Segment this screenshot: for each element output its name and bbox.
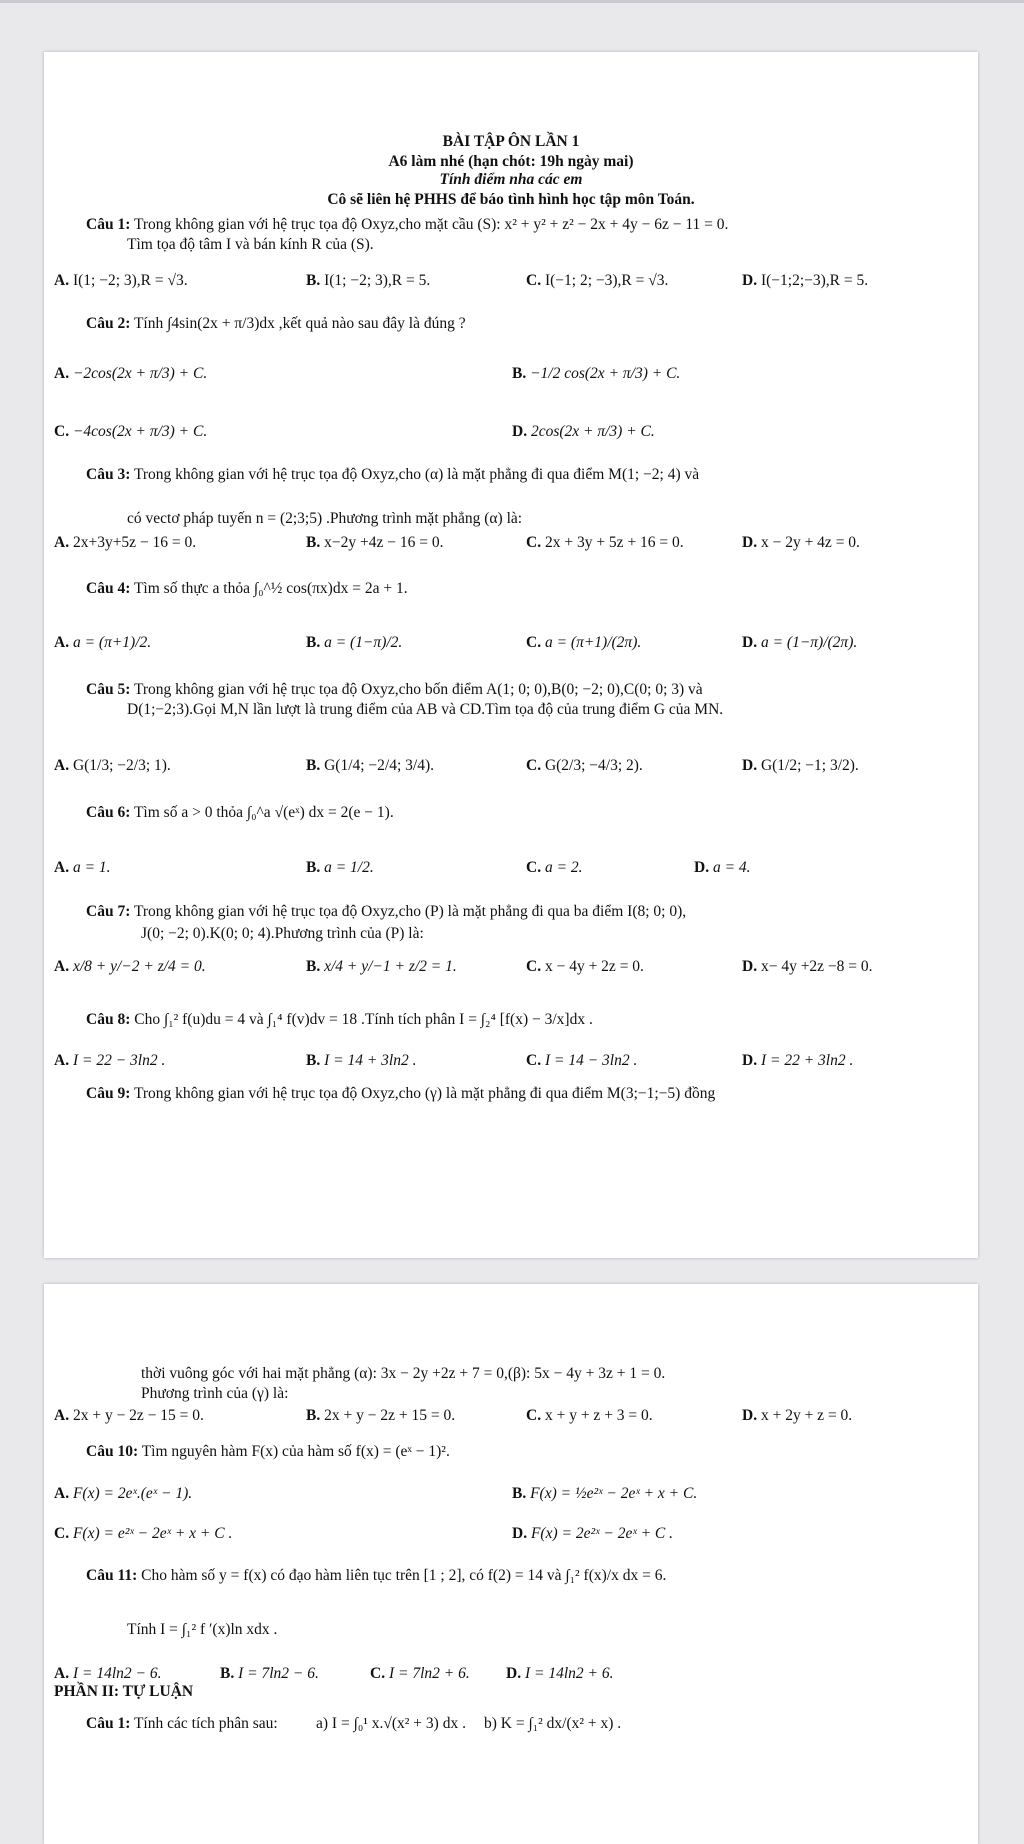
q1-option-b: B. I(1; −2; 3),R = 5. — [306, 272, 431, 289]
q4-option-a: A. a = (π+1)/2. — [54, 634, 152, 651]
part-2-question-1: Câu 1: Tính các tích phân sau: — [86, 1715, 278, 1732]
q6-option-c: C. a = 2. — [526, 859, 583, 876]
q6-option-d: D. a = 4. — [694, 859, 751, 876]
question-5-line2: D(1;−2;3).Gọi M,N lần lượt là trung điểm của AB và CD.Tìm tọa độ của trung điểm G của MN. — [127, 701, 724, 718]
q6-option-a: A. a = 1. — [54, 859, 111, 876]
question-3: Câu 3: Trong không gian với hệ trục tọa độ Oxyz,cho (α) là mặt phẳng đi qua điểm M(1; −2; 4) và — [86, 466, 700, 483]
q2-option-d: D. 2cos(2x + π/3) + C. — [512, 423, 655, 440]
question-8: Câu 8: Cho ∫₁² f(u)du = 4 và ∫₁⁴ f(v)dv = 18 .Tính tích phân I = ∫₂⁴ [f(x) − 3/x]dx . — [86, 1011, 593, 1028]
q3-option-c: C. 2x + 3y + 5z + 16 = 0. — [526, 534, 684, 551]
q5-option-a: A. G(1/3; −2/3; 1). — [54, 757, 171, 774]
question-10: Câu 10: Tìm nguyên hàm F(x) của hàm số f(x) = (eˣ − 1)². — [86, 1443, 450, 1460]
q9-option-c: C. x + y + z + 3 = 0. — [526, 1407, 653, 1424]
q11-option-a: A. I = 14ln2 − 6. — [54, 1665, 162, 1682]
q3-option-b: B. x−2y +4z − 16 = 0. — [306, 534, 444, 551]
question-7-line2: J(0; −2; 0).K(0; 0; 4).Phương trình của (P) là: — [141, 925, 424, 942]
q11-option-d: D. I = 14ln2 + 6. — [506, 1665, 614, 1682]
document-page-2 — [44, 1284, 978, 1844]
q1-option-d: D. I(−1;2;−3),R = 5. — [742, 272, 869, 289]
q7-option-c: C. x − 4y + 2z = 0. — [526, 958, 644, 975]
q7-option-d: D. x− 4y +2z −8 = 0. — [742, 958, 873, 975]
q10-option-a: A. F(x) = 2eˣ.(eˣ − 1). — [54, 1485, 193, 1502]
viewer-top-edge — [0, 0, 1024, 3]
question-7: Câu 7: Trong không gian với hệ trục tọa độ Oxyz,cho (P) là mặt phẳng đi qua ba điểm I(8; 0; 0), — [86, 903, 687, 920]
question-11: Câu 11: Cho hàm số y = f(x) có đạo hàm liên tục trên [1 ; 2], có f(2) = 14 và ∫₁² f(x)/x dx = 6. — [86, 1567, 667, 1584]
page-title: BÀI TẬP ÔN LẦN 1 — [442, 133, 580, 150]
q4-option-b: B. a = (1−π)/2. — [306, 634, 403, 651]
q3-option-d: D. x − 2y + 4z = 0. — [742, 534, 860, 551]
q10-option-c: C. F(x) = e²ˣ − 2eˣ + x + C . — [54, 1525, 233, 1542]
q8-option-b: B. I = 14 + 3ln2 . — [306, 1052, 417, 1069]
q8-option-d: D. I = 22 + 3ln2 . — [742, 1052, 854, 1069]
q1-option-a: A. I(1; −2; 3),R = √3. — [54, 272, 188, 289]
question-3-line2: có vectơ pháp tuyến n = (2;3;5) .Phương trình mặt phẳng (α) là: — [127, 510, 523, 527]
question-11-line2: Tính I = ∫₁² f ′(x)ln xdx . — [127, 1621, 278, 1638]
q9-option-a: A. 2x + y − 2z − 15 = 0. — [54, 1407, 204, 1424]
q8-option-a: A. I = 22 − 3ln2 . — [54, 1052, 166, 1069]
q4-option-d: D. a = (1−π)/(2π). — [742, 634, 858, 651]
q2-option-c: C. −4cos(2x + π/3) + C. — [54, 423, 208, 440]
part-2-title: PHẦN II: TỰ LUẬN — [54, 1683, 194, 1700]
part-2-item-a: a) I = ∫₀¹ x.√(x² + 3) dx . — [316, 1715, 466, 1732]
question-1: Câu 1: Trong không gian với hệ trục tọa độ Oxyz,cho mặt cầu (S): x² + y² + z² − 2x + 4y − 6z − 11 = 0. — [86, 216, 729, 233]
q10-option-d: D. F(x) = 2e²ˣ − 2eˣ + C . — [512, 1525, 673, 1542]
q9-option-b: B. 2x + y − 2z + 15 = 0. — [306, 1407, 456, 1424]
q7-option-a: A. x/8 + y/−2 + z/4 = 0. — [54, 958, 206, 975]
q5-option-b: B. G(1/4; −2/4; 3/4). — [306, 757, 435, 774]
q5-option-d: D. G(1/2; −1; 3/2). — [742, 757, 859, 774]
part-2-item-b: b) K = ∫₁² dx/(x² + x) . — [484, 1715, 622, 1732]
q8-option-c: C. I = 14 − 3ln2 . — [526, 1052, 638, 1069]
question-9-line2: thời vuông góc với hai mặt phẳng (α): 3x − 2y +2z + 7 = 0,(β): 5x − 4y + 3z + 1 = 0. — [141, 1365, 666, 1382]
subtitle: A6 làm nhé (hạn chót: 19h ngày mai) — [388, 153, 634, 170]
q2-option-a: A. −2cos(2x + π/3) + C. — [54, 365, 208, 382]
question-9: Câu 9: Trong không gian với hệ trục tọa độ Oxyz,cho (γ) là mặt phẳng đi qua điểm M(3;−1;−5) đồng — [86, 1085, 716, 1102]
q6-option-b: B. a = 1/2. — [306, 859, 374, 876]
question-2: Câu 2: Tính ∫4sin(2x + π/3)dx ,kết quả nào sau đây là đúng ? — [86, 315, 466, 332]
question-9-line3: Phương trình của (γ) là: — [141, 1385, 289, 1402]
q4-option-c: C. a = (π+1)/(2π). — [526, 634, 642, 651]
question-5: Câu 5: Trong không gian với hệ trục tọa độ Oxyz,cho bốn điểm A(1; 0; 0),B(0; −2; 0),C(0; 0; 3) và — [86, 681, 703, 698]
question-4: Câu 4: Tìm số thực a thỏa ∫₀^½ cos(πx)dx = 2a + 1. — [86, 580, 408, 597]
q5-option-c: C. G(2/3; −4/3; 2). — [526, 757, 643, 774]
question-6: Câu 6: Tìm số a > 0 thỏa ∫₀^a √(eˣ) dx = 2(e − 1). — [86, 804, 394, 821]
q11-option-b: B. I = 7ln2 − 6. — [220, 1665, 319, 1682]
q11-option-c: C. I = 7ln2 + 6. — [370, 1665, 470, 1682]
note: Tính điểm nha các em — [439, 171, 583, 188]
q7-option-b: B. x/4 + y/−1 + z/2 = 1. — [306, 958, 457, 975]
question-1-line2: Tìm tọa độ tâm I và bán kính R của (S). — [127, 236, 374, 253]
document-page-1 — [44, 52, 978, 1258]
q1-option-c: C. I(−1; 2; −3),R = √3. — [526, 272, 669, 289]
q10-option-b: B. F(x) = ½e²ˣ − 2eˣ + x + C. — [512, 1485, 698, 1502]
q2-option-b: B. −1/2 cos(2x + π/3) + C. — [512, 365, 681, 382]
q9-option-d: D. x + 2y + z = 0. — [742, 1407, 853, 1424]
contact-line: Cô sẽ liên hệ PHHS để báo tình hình học tập môn Toán. — [327, 191, 695, 208]
q3-option-a: A. 2x+3y+5z − 16 = 0. — [54, 534, 197, 551]
